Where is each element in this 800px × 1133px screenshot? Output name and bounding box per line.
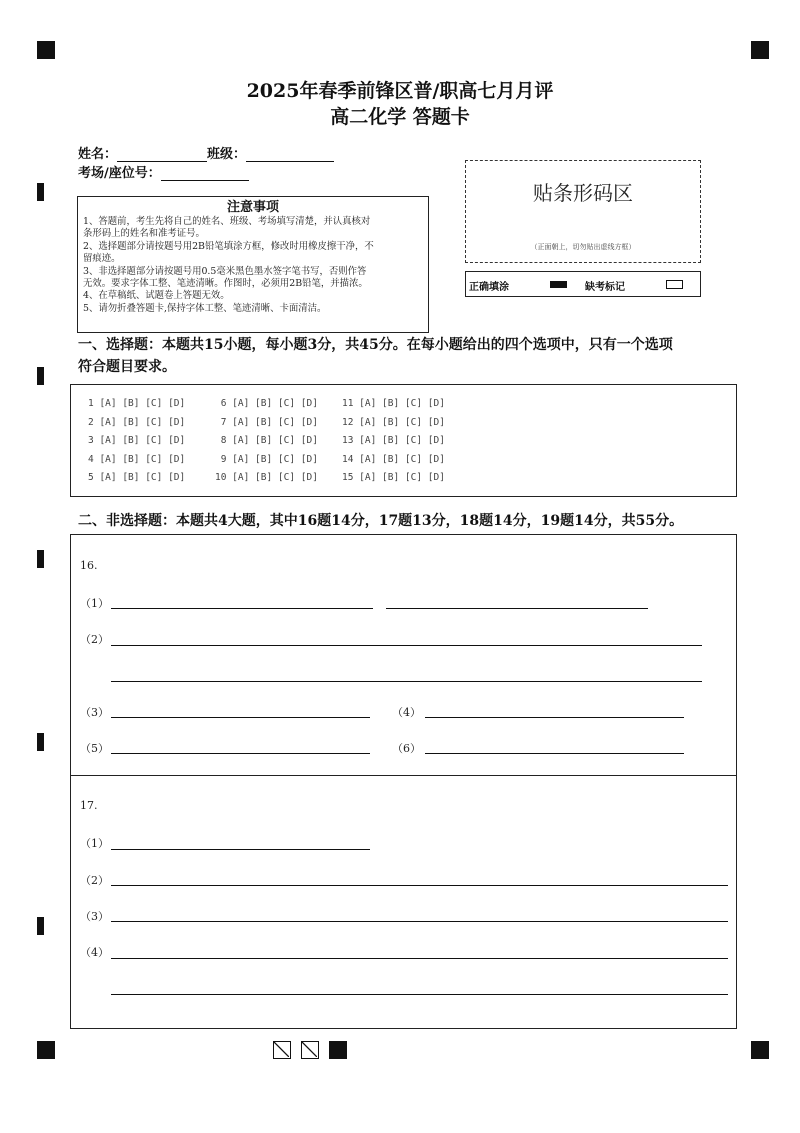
- section1-heading-line2: 符合题目要求。: [78, 359, 176, 375]
- q16-part-5-label: （5）: [80, 742, 109, 755]
- q17-part-1-label: （1）: [80, 837, 109, 850]
- mc-question-row[interactable]: 7 [A] [B] [C] [D]: [215, 416, 318, 428]
- answer-line[interactable]: [111, 717, 370, 718]
- absent-label: 缺考标记: [585, 282, 625, 293]
- mc-question-row[interactable]: 6 [A] [B] [C] [D]: [215, 398, 318, 409]
- notice-line: 4、在草稿纸、试题卷上答题无效。: [83, 290, 230, 302]
- page-code-filled-square: [329, 1041, 347, 1059]
- mc-question-row[interactable]: 9 [A] [B] [C] [D]: [215, 453, 318, 465]
- question-16-box: [70, 534, 737, 776]
- barcode-area: [465, 160, 701, 263]
- answer-line[interactable]: [386, 608, 648, 609]
- room-seat-field[interactable]: [161, 167, 249, 181]
- mc-question-row[interactable]: 11 [A] [B] [C] [D]: [342, 398, 445, 409]
- q17-part-3-label: （3）: [80, 910, 109, 923]
- mc-question-row[interactable]: 4 [A] [B] [C] [D]: [88, 453, 186, 465]
- q16-part-3-label: （3）: [80, 706, 109, 719]
- question-17-box: [70, 775, 737, 1029]
- answer-line[interactable]: [111, 994, 728, 995]
- side-marker: [37, 367, 44, 385]
- section2-heading: 二、非选择题：本题共4大题，其中16题14分，17题13分，18题14分，19题14分，共55分。: [78, 513, 684, 529]
- notice-line: 2、选择题部分请按题号用2B铅笔填涂方框，修改时用橡皮擦干净，不: [83, 240, 374, 252]
- corner-marker-top-left: [37, 41, 55, 59]
- q16-part-4-label: （4）: [392, 706, 421, 719]
- mc-question-row[interactable]: 8 [A] [B] [C] [D]: [215, 435, 318, 447]
- answer-line[interactable]: [111, 885, 728, 886]
- page-subtitle: 高二化学 答题卡: [330, 106, 470, 128]
- answer-line[interactable]: [425, 753, 684, 754]
- section1-heading: [78, 334, 673, 378]
- q17-part-2-label: （2）: [80, 874, 109, 887]
- name-label: 姓名：: [78, 147, 118, 162]
- side-marker: [37, 733, 44, 751]
- side-marker: [37, 183, 44, 201]
- answer-line[interactable]: [111, 849, 370, 850]
- notice-line: 留痕迹。: [83, 253, 121, 265]
- room-seat-row: [78, 162, 249, 181]
- q16-part-2-label: （2）: [80, 633, 109, 646]
- mc-question-row[interactable]: 2 [A] [B] [C] [D]: [88, 416, 186, 428]
- answer-line[interactable]: [425, 717, 684, 718]
- mc-column-2: [215, 395, 318, 488]
- absent-mark-box[interactable]: [666, 280, 683, 289]
- side-marker: [37, 917, 44, 935]
- q17-part-4-label: （4）: [80, 946, 109, 959]
- correct-fill-label: 正确填涂: [469, 282, 509, 293]
- notice-title: 注意事项: [226, 200, 279, 215]
- mc-question-row[interactable]: 1 [A] [B] [C] [D]: [88, 398, 186, 409]
- notice-line: 3、非选择题部分请按题号用0.5毫米黑色墨水签字笔书写，否则作答: [83, 265, 367, 277]
- mc-question-row[interactable]: 3 [A] [B] [C] [D]: [88, 435, 186, 447]
- mc-column-3: [342, 395, 445, 488]
- answer-line[interactable]: [111, 958, 728, 959]
- q16-part-1-label: （1）: [80, 597, 109, 610]
- side-marker: [37, 550, 44, 568]
- answer-line[interactable]: [111, 681, 702, 682]
- notice-line: 无效。要求字体工整、笔迹清晰。作图时，必须用2B铅笔，并描浓。: [83, 278, 368, 290]
- name-class-row: [78, 143, 334, 162]
- notice-box: [77, 196, 429, 333]
- class-field[interactable]: [246, 148, 334, 162]
- page-code-slashed-square: [301, 1041, 319, 1059]
- barcode-title: 贴条形码区: [533, 181, 633, 205]
- room-seat-label: 考场/座位号：: [78, 166, 161, 181]
- q16-part-6-label: （6）: [392, 742, 421, 755]
- answer-line[interactable]: [111, 645, 702, 646]
- multiple-choice-box: [70, 384, 737, 497]
- corner-marker-top-right: [751, 41, 769, 59]
- mc-question-row[interactable]: 5 [A] [B] [C] [D]: [88, 472, 186, 484]
- page-code-slashed-square: [273, 1041, 291, 1059]
- page-title: 2025年春季前锋区普/职高七月月评: [246, 80, 554, 102]
- question-16-number: 16.: [80, 559, 98, 572]
- question-17-number: 17.: [80, 799, 98, 812]
- mc-column-1: [88, 395, 185, 488]
- mc-question-row[interactable]: 14 [A] [B] [C] [D]: [342, 453, 445, 465]
- notice-line: 条形码上的姓名和准考证号。: [83, 228, 205, 240]
- corner-marker-bottom-left: [37, 1041, 55, 1059]
- answer-line[interactable]: [111, 608, 373, 609]
- fill-legend: [465, 271, 701, 297]
- corner-marker-bottom-right: [751, 1041, 769, 1059]
- mc-question-row[interactable]: 13 [A] [B] [C] [D]: [342, 435, 445, 447]
- mc-question-row[interactable]: 12 [A] [B] [C] [D]: [342, 416, 445, 428]
- mc-question-row[interactable]: 15 [A] [B] [C] [D]: [342, 472, 445, 484]
- answer-line[interactable]: [111, 921, 728, 922]
- correct-fill-sample: [550, 281, 567, 288]
- mc-question-row[interactable]: 10 [A] [B] [C] [D]: [215, 472, 318, 484]
- notice-line: 1、答题前，考生先将自己的姓名、班级、考场填写清楚，并认真核对: [83, 216, 371, 227]
- notice-line: 5、请勿折叠答题卡,保持字体工整、笔迹清晰、卡面清洁。: [83, 302, 327, 314]
- barcode-note: （正面朝上，切勿贴出虚线方框）: [530, 243, 636, 251]
- answer-line[interactable]: [111, 753, 370, 754]
- section1-heading-line1: 一、选择题：本题共15小题，每小题3分，共45分。在每小题给出的四个选项中，只有一个选项: [78, 337, 673, 353]
- name-field[interactable]: [117, 148, 207, 162]
- class-label: 班级：: [207, 147, 247, 162]
